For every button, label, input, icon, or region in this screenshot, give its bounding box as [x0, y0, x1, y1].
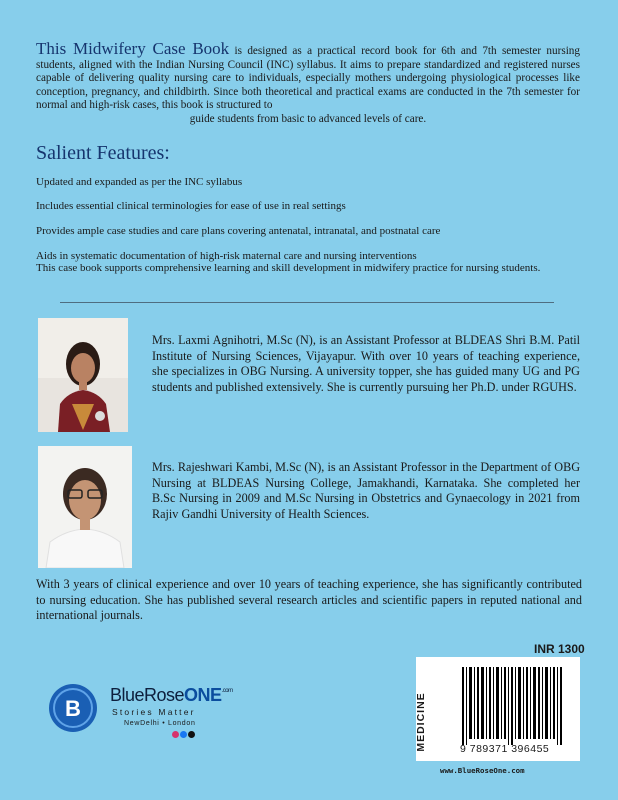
- isbn-digits: 9 789371 396455: [460, 743, 550, 755]
- publisher-logo-icon: [48, 683, 98, 733]
- author-photo-1: [38, 318, 128, 432]
- x-icon: [188, 731, 195, 738]
- intro-last-line: guide students from basic to advanced levels of care.: [189, 112, 427, 125]
- feature-item: Provides ample case studies and care plans covering antenatal, intranatal, and postnatal care: [36, 225, 441, 237]
- feature-item: Includes essential clinical terminologies for ease of use in real settings: [36, 200, 346, 212]
- features-heading: Salient Features:: [36, 142, 170, 164]
- intro-body: is designed as a practical record book for 6th and 7th semester nursing students, aligned with the Indian Nursing Council (INC) syllabus. It aims to prepare standardized and registered nurses capable of delivering quality nursing care to individuals, especially mothers undergoing physiological processes like conception, pregnancy, and childbirth. Since both theoretical and practical exams are conducted in the 7th semester for normal and high-risk cases, this book is structured to: [36, 45, 580, 112]
- intro-paragraph: [36, 39, 580, 127]
- book-title-lead: This Midwifery Case Book: [36, 39, 230, 58]
- category-label: MEDICINE: [415, 692, 427, 752]
- social-icons: [172, 731, 195, 738]
- instagram-icon: [172, 731, 179, 738]
- feature-item: Updated and expanded as per the INC syllabus: [36, 176, 243, 188]
- facebook-icon: [180, 731, 187, 738]
- features-summary: This case book supports comprehensive learning and skill development in midwifery practice for nursing students.: [36, 262, 541, 274]
- price-label: INR 1300: [534, 642, 585, 656]
- closing-paragraph: With 3 years of clinical experience and over 10 years of teaching experience, she has significantly contributed to nursing education. She has published several research articles and scientific papers in reputed national and international journals.: [36, 577, 582, 623]
- publisher-cities: NewDelhi • London: [124, 720, 196, 727]
- author-bio-2: Mrs. Rajeshwari Kambi, M.Sc (N), is an Assistant Professor in the Department of OBG Nursing at BLDEAS Nursing College, Jamakhandi, Karnataka. She completed her B.Sc Nursing in 2009 and M.Sc Nursing in Obstetrics and Gynaecology in 2021 from Rajiv Gandhi University of Health Sciences.: [152, 460, 580, 521]
- author-bio-1: Mrs. Laxmi Agnihotri, M.Sc (N), is an Assistant Professor at BLDEAS Shri B.M. Patil Institute of Nursing Sciences, Vijayapur. With over 10 years of teaching experience, she specializes in OBG Nursing. A university topper, she has guided many UG and PG students and published extensively. She is currently pursuing her Ph.D. under RGUHS.: [152, 333, 580, 394]
- author-photo-2: [38, 446, 132, 568]
- feature-item: Aids in systematic documentation of high-risk maternal care and nursing interventions: [36, 250, 417, 262]
- svg-text:B: B: [65, 696, 81, 721]
- section-divider: [60, 302, 554, 303]
- publisher-tagline: Stories Matter: [112, 707, 196, 717]
- publisher-name: BlueRoseONE$^{.com}$: [110, 685, 233, 705]
- website-url[interactable]: www.BlueRoseOne.com: [440, 766, 525, 775]
